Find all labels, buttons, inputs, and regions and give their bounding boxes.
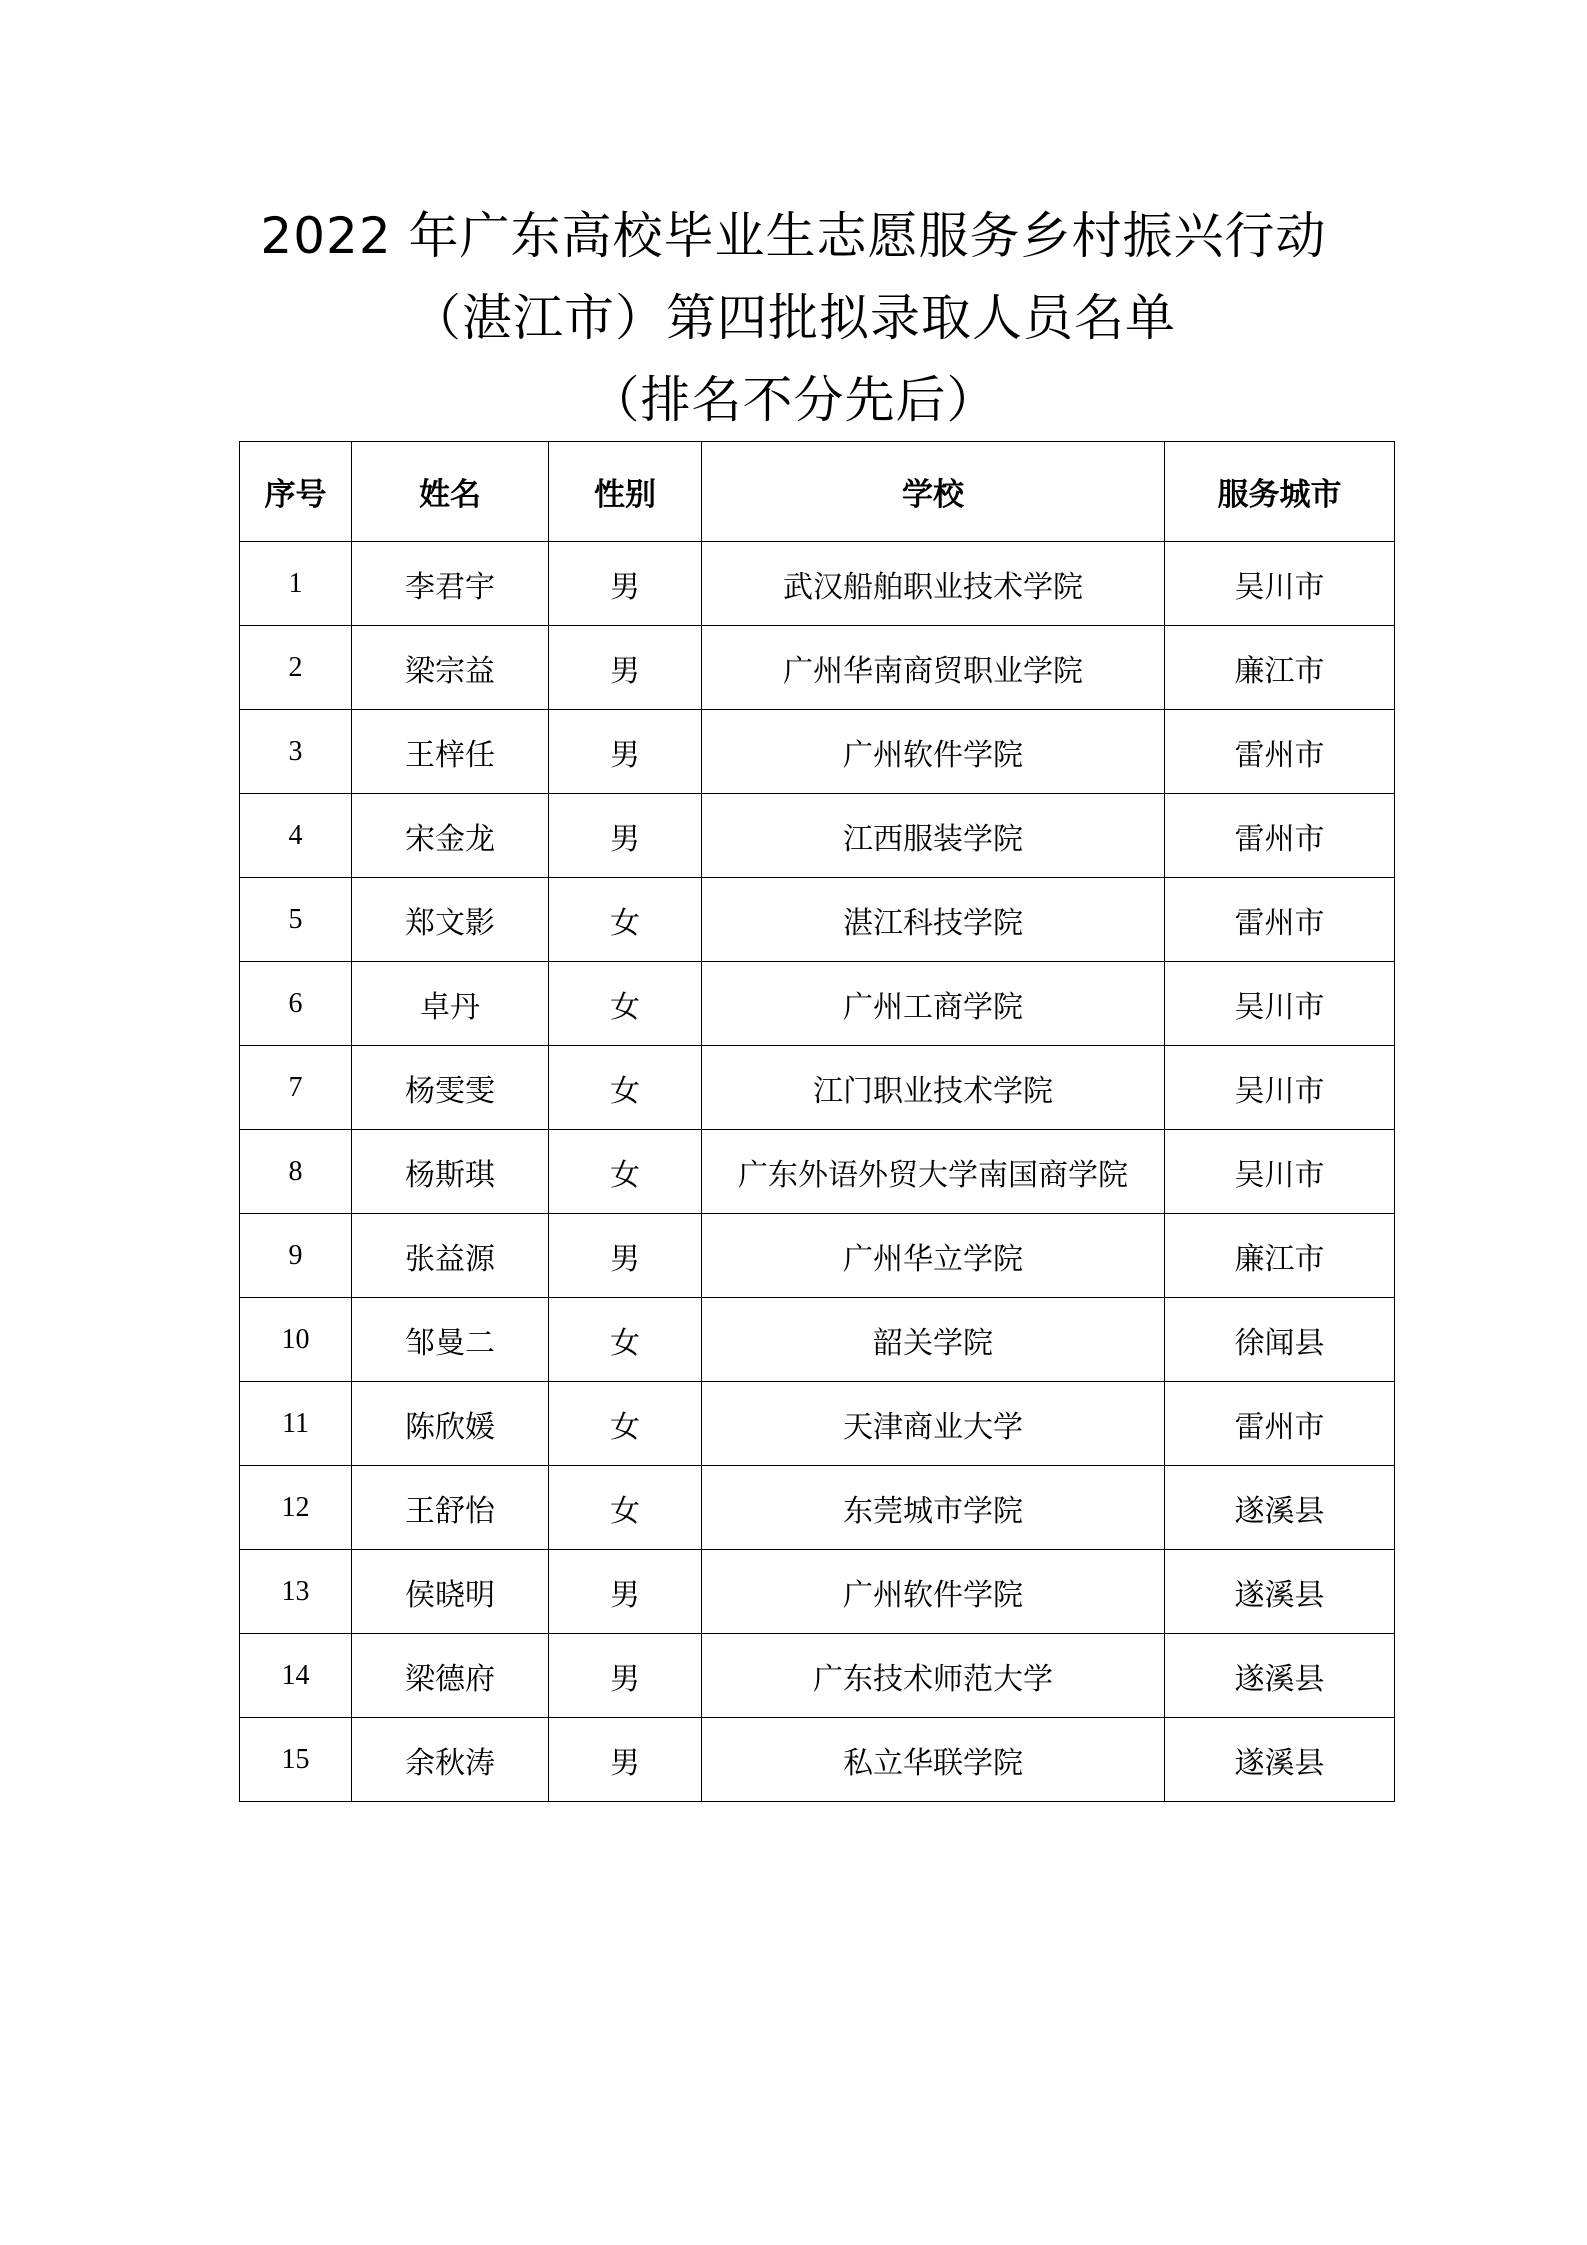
cell-no: 11	[240, 1382, 352, 1466]
table-row	[240, 710, 1395, 794]
cell-name: 宋金龙	[352, 794, 549, 878]
cell-city: 吴川市	[1165, 1130, 1395, 1214]
cell-no: 6	[240, 962, 352, 1046]
cell-gender: 女	[549, 1466, 702, 1550]
document-title	[0, 195, 1587, 441]
table-row	[240, 1130, 1395, 1214]
cell-city: 吴川市	[1165, 542, 1395, 626]
cell-city: 遂溪县	[1165, 1466, 1395, 1550]
cell-name: 陈欣媛	[352, 1382, 549, 1466]
table-row	[240, 1214, 1395, 1298]
table-row	[240, 626, 1395, 710]
cell-name: 王舒怡	[352, 1466, 549, 1550]
cell-gender: 女	[549, 1382, 702, 1466]
cell-school: 天津商业大学	[702, 1382, 1165, 1466]
table-row	[240, 1634, 1395, 1718]
cell-name: 余秋涛	[352, 1718, 549, 1802]
cell-school: 广州工商学院	[702, 962, 1165, 1046]
cell-name: 王梓任	[352, 710, 549, 794]
cell-school: 广东技术师范大学	[702, 1634, 1165, 1718]
header-name: 姓名	[352, 442, 549, 542]
cell-gender: 男	[549, 542, 702, 626]
table-row	[240, 1382, 1395, 1466]
table-row	[240, 1550, 1395, 1634]
cell-no: 3	[240, 710, 352, 794]
cell-gender: 男	[549, 710, 702, 794]
cell-name: 杨斯琪	[352, 1130, 549, 1214]
cell-gender: 男	[549, 1634, 702, 1718]
cell-city: 徐闻县	[1165, 1298, 1395, 1382]
cell-city: 雷州市	[1165, 794, 1395, 878]
cell-city: 遂溪县	[1165, 1634, 1395, 1718]
cell-no: 12	[240, 1466, 352, 1550]
cell-school: 广州软件学院	[702, 1550, 1165, 1634]
cell-no: 10	[240, 1298, 352, 1382]
cell-no: 15	[240, 1718, 352, 1802]
table-row	[240, 794, 1395, 878]
cell-city: 廉江市	[1165, 1214, 1395, 1298]
cell-school: 广东外语外贸大学南国商学院	[702, 1130, 1165, 1214]
table-row	[240, 1718, 1395, 1802]
cell-no: 2	[240, 626, 352, 710]
table-row	[240, 1046, 1395, 1130]
table-row	[240, 542, 1395, 626]
cell-school: 东莞城市学院	[702, 1466, 1165, 1550]
cell-city: 雷州市	[1165, 878, 1395, 962]
cell-school: 广州华立学院	[702, 1214, 1165, 1298]
cell-gender: 男	[549, 1718, 702, 1802]
header-gender: 性别	[549, 442, 702, 542]
cell-school: 韶关学院	[702, 1298, 1165, 1382]
table-row	[240, 962, 1395, 1046]
cell-no: 4	[240, 794, 352, 878]
cell-school: 江门职业技术学院	[702, 1046, 1165, 1130]
cell-gender: 女	[549, 878, 702, 962]
cell-no: 14	[240, 1634, 352, 1718]
cell-no: 1	[240, 542, 352, 626]
cell-school: 湛江科技学院	[702, 878, 1165, 962]
header-school: 学校	[702, 442, 1165, 542]
header-city: 服务城市	[1165, 442, 1395, 542]
table-row	[240, 1298, 1395, 1382]
cell-name: 梁德府	[352, 1634, 549, 1718]
cell-name: 杨雯雯	[352, 1046, 549, 1130]
cell-no: 8	[240, 1130, 352, 1214]
cell-name: 卓丹	[352, 962, 549, 1046]
cell-no: 13	[240, 1550, 352, 1634]
table-row	[240, 878, 1395, 962]
cell-gender: 男	[549, 626, 702, 710]
cell-gender: 女	[549, 1298, 702, 1382]
cell-name: 李君宇	[352, 542, 549, 626]
title-line-1: 2022 年广东高校毕业生志愿服务乡村振兴行动	[260, 207, 1327, 265]
cell-no: 7	[240, 1046, 352, 1130]
cell-gender: 女	[549, 962, 702, 1046]
cell-school: 私立华联学院	[702, 1718, 1165, 1802]
table-row	[240, 1466, 1395, 1550]
cell-name: 张益源	[352, 1214, 549, 1298]
cell-school: 广州软件学院	[702, 710, 1165, 794]
title-line-3: （排名不分先后）	[589, 371, 998, 429]
cell-gender: 男	[549, 1214, 702, 1298]
cell-gender: 女	[549, 1046, 702, 1130]
admission-list-table	[239, 441, 1395, 1802]
title-line-2: （湛江市）第四批拟录取人员名单	[411, 289, 1176, 347]
cell-city: 雷州市	[1165, 710, 1395, 794]
cell-name: 郑文影	[352, 878, 549, 962]
cell-gender: 男	[549, 794, 702, 878]
table-header-row	[240, 442, 1395, 542]
table-body	[240, 542, 1395, 1802]
cell-school: 武汉船舶职业技术学院	[702, 542, 1165, 626]
cell-name: 梁宗益	[352, 626, 549, 710]
cell-city: 吴川市	[1165, 962, 1395, 1046]
cell-city: 廉江市	[1165, 626, 1395, 710]
header-no: 序号	[240, 442, 352, 542]
cell-no: 5	[240, 878, 352, 962]
cell-gender: 男	[549, 1550, 702, 1634]
cell-name: 侯晓明	[352, 1550, 549, 1634]
cell-school: 江西服装学院	[702, 794, 1165, 878]
cell-gender: 女	[549, 1130, 702, 1214]
cell-city: 遂溪县	[1165, 1718, 1395, 1802]
cell-no: 9	[240, 1214, 352, 1298]
cell-city: 吴川市	[1165, 1046, 1395, 1130]
cell-school: 广州华南商贸职业学院	[702, 626, 1165, 710]
cell-name: 邹曼二	[352, 1298, 549, 1382]
cell-city: 雷州市	[1165, 1382, 1395, 1466]
cell-city: 遂溪县	[1165, 1550, 1395, 1634]
